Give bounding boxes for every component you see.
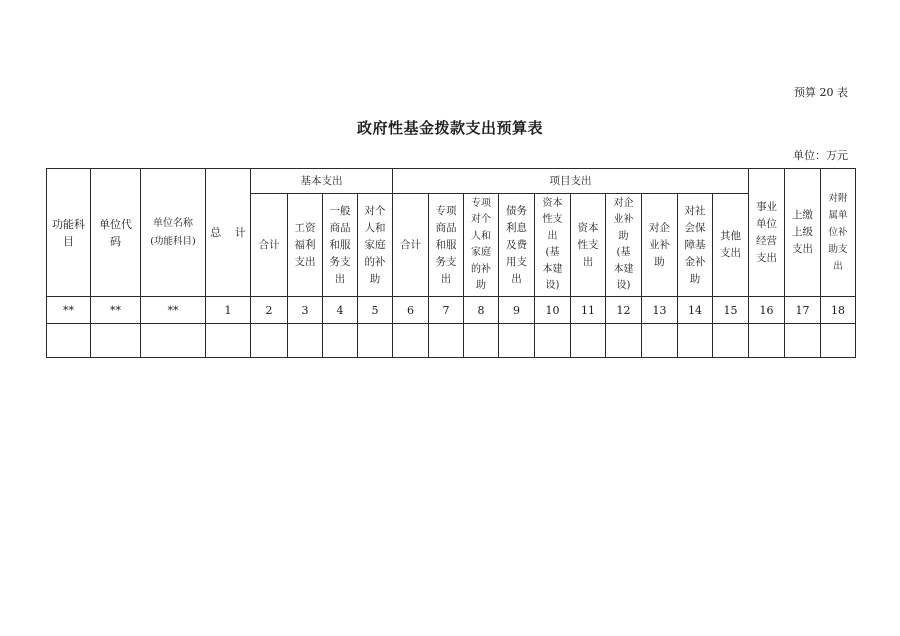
data-cell: [606, 324, 642, 358]
header-label: 工资福利支出: [294, 221, 316, 268]
index-cell: 16: [749, 297, 785, 324]
header-project-capital-construction: [535, 194, 571, 297]
index-cell: 3: [288, 297, 323, 324]
header-project-group: 项目支出: [393, 169, 749, 194]
data-cell: [393, 324, 429, 358]
table-row: [47, 324, 856, 358]
index-cell: 1: [206, 297, 251, 324]
data-cell: [91, 324, 141, 358]
header-label: 对个人和家庭的补助: [364, 204, 386, 285]
index-cell: 13: [642, 297, 678, 324]
budget-table: [46, 168, 856, 358]
data-cell: [429, 324, 464, 358]
header-basic-household-subsidy: [358, 194, 393, 297]
data-cell: [749, 324, 785, 358]
index-cell: **: [141, 297, 206, 324]
header-unit-name-label: 单位名称: [153, 217, 193, 229]
index-cell: **: [91, 297, 141, 324]
data-cell: [206, 324, 251, 358]
index-cell: 11: [571, 297, 606, 324]
index-cell: 15: [713, 297, 749, 324]
index-row: [47, 297, 856, 324]
header-label: 专项商品和服务支出: [435, 204, 457, 285]
data-cell: [713, 324, 749, 358]
header-affiliate-subsidy-label: 对附属单位补助支出: [828, 193, 848, 272]
index-cell: 18: [821, 297, 856, 324]
header-basic-wages: [288, 194, 323, 297]
header-func-subject-label: 功能科目: [52, 217, 85, 248]
data-cell: [47, 324, 91, 358]
data-cell: [535, 324, 571, 358]
data-cell: [678, 324, 713, 358]
index-cell: 8: [464, 297, 499, 324]
unit-label: 单位：万元: [793, 149, 848, 162]
index-cell: 9: [499, 297, 535, 324]
header-project-debt-interest: [499, 194, 535, 297]
index-cell: 2: [251, 297, 288, 324]
header-label: 资本性支出: [577, 221, 599, 268]
index-cell: **: [47, 297, 91, 324]
header-label: 合计: [258, 238, 280, 251]
header-unit-code-label: 单位代码: [99, 217, 132, 248]
header-basic-group: 基本支出: [251, 169, 393, 194]
data-cell: [141, 324, 206, 358]
header-unit-code: [91, 169, 141, 297]
header-business-operation-label: 事业单位经营支出: [756, 200, 778, 264]
header-remit-upper: [785, 169, 821, 297]
header-project-social-security: [678, 194, 713, 297]
header-project-household-subsidy: [464, 194, 499, 297]
data-cell: [785, 324, 821, 358]
header-total: [206, 169, 251, 297]
header-unit-name-sub-label: (功能科目): [150, 235, 196, 247]
header-label: 债务利息及费用支出: [506, 204, 527, 285]
index-cell: 14: [678, 297, 713, 324]
header-label: 对企业补助: [649, 221, 670, 268]
index-cell: 4: [323, 297, 358, 324]
header-project-capital: [571, 194, 606, 297]
header-project-enterprise-subsidy: [642, 194, 678, 297]
header-project-enterprise-construction: [606, 194, 642, 297]
data-cell: [821, 324, 856, 358]
header-label: 一般商品和服务支出: [329, 204, 351, 285]
data-cell: [323, 324, 358, 358]
header-remit-upper-label: 上缴上级支出: [792, 209, 814, 255]
header-basic-total: [251, 194, 288, 297]
index-cell: 7: [429, 297, 464, 324]
header-basic-goods-services: [323, 194, 358, 297]
data-cell: [571, 324, 606, 358]
header-func-subject: [47, 169, 91, 297]
header-row-1: [47, 169, 856, 194]
data-cell: [464, 324, 499, 358]
form-number: 预算 20 表: [794, 86, 848, 99]
index-cell: 12: [606, 297, 642, 324]
header-project-other: [713, 194, 749, 297]
data-cell: [499, 324, 535, 358]
data-cell: [642, 324, 678, 358]
header-total-label: 总 计: [210, 225, 246, 239]
index-cell: 17: [785, 297, 821, 324]
data-cell: [251, 324, 288, 358]
page-title: 政府性基金拨款支出预算表: [356, 119, 543, 137]
header-label: 对社会保障基金补助: [684, 204, 706, 285]
header-affiliate-subsidy: [821, 169, 856, 297]
header-unit-name: [141, 169, 206, 297]
index-cell: 6: [393, 297, 429, 324]
data-cell: [288, 324, 323, 358]
index-cell: 5: [358, 297, 393, 324]
header-label: 资本性支出(基本建设): [542, 197, 563, 291]
data-cell: [358, 324, 393, 358]
header-label: 合计: [400, 238, 421, 251]
header-label: 对企业补助(基本建设): [613, 197, 634, 291]
header-label: 专项对个人和家庭的补助: [471, 197, 491, 291]
header-project-goods-services: [429, 194, 464, 297]
header-business-operation: [749, 169, 785, 297]
index-cell: 10: [535, 297, 571, 324]
header-project-total: [393, 194, 429, 297]
header-label: 其他支出: [720, 230, 742, 259]
